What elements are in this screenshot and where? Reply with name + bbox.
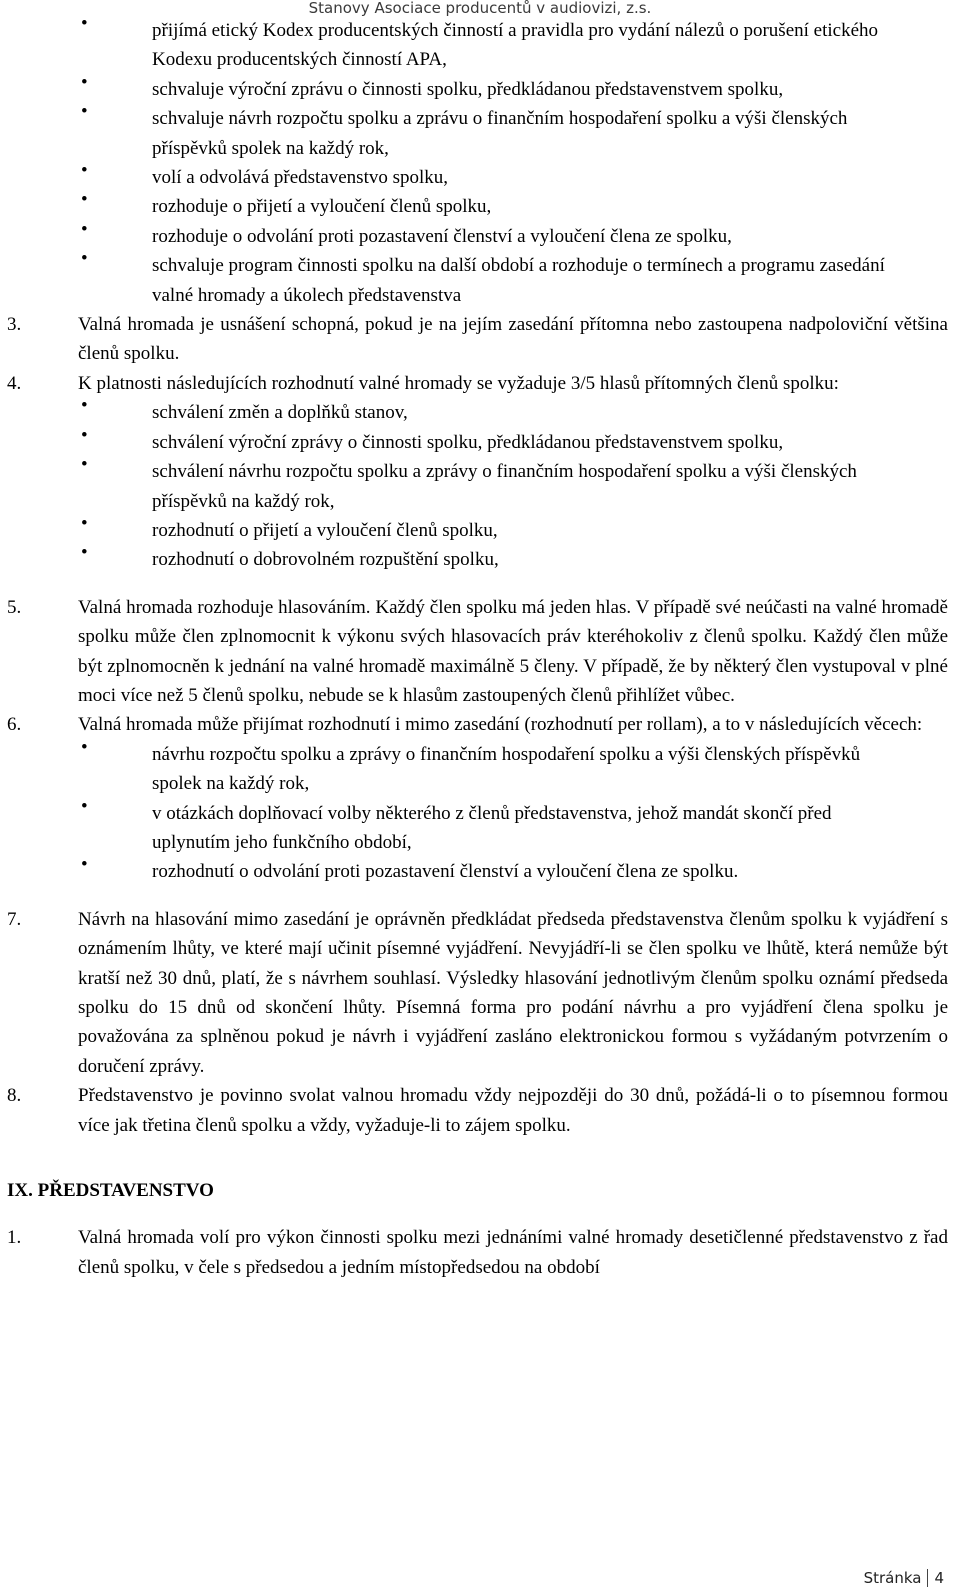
bullet-icon: • <box>81 160 88 182</box>
document-body <box>0 13 960 1282</box>
list-item: • rozhodnutí o dobrovolném rozpuštění spolku, <box>0 545 960 574</box>
page-header <box>0 0 960 16</box>
paragraph-number: 8. <box>7 1085 22 1107</box>
bullet-icon: • <box>81 424 88 446</box>
numbered-paragraph <box>0 593 960 711</box>
bullet-icon: • <box>81 854 88 876</box>
bullet-icon: • <box>81 736 88 758</box>
paragraph-number: 7. <box>7 908 22 930</box>
spacer <box>0 1205 960 1223</box>
spacer <box>0 887 960 905</box>
paragraph-text: Návrh na hlasování mimo zasedání je oprávněn předkládat předseda představenstva členům spolku k vyjádření s oznámením lhůty, ve které mají učinit písemné vyjádření. Nevyjádří-li se člen spolku ve lhůtě, která nemůže být kratší než 30 dnů, platí, že s návrhem souhlasí. Výsledky hlasování jednotlivým členům spolku oznámí předseda spolku do 15 dnů od skončení lhůty. Písemná forma pro podání návrhu a pro vyjádření člena spolku je považována za splněnou pokud je návrh i vyjádření zasláno elektronickou formou s vyžádaným potvrzením o doručení zprávy. <box>78 908 948 1077</box>
bullet-icon: • <box>81 71 88 93</box>
spacer <box>0 575 960 593</box>
list-item: • schválení návrhu rozpočtu spolku a zprávy o finančním hospodaření spolku a výši členských příspěvků na každý rok, <box>0 457 960 516</box>
header-text: Stanovy Asociace producentů v audiovizi, z.s. <box>308 0 652 16</box>
list-item: • přijímá etický Kodex producentských činností a pravidla pro vydání nálezů o porušení etického Kodexu producentských činností APA, <box>0 16 960 75</box>
numbered-paragraph <box>0 1081 960 1140</box>
list-item: • schvaluje výroční zprávu o činnosti spolku, předkládanou představenstvem spolku, <box>0 75 960 104</box>
list-item: • rozhoduje o odvolání proti pozastavení členství a vyloučení člena ze spolku, <box>0 222 960 251</box>
bullet-icon: • <box>81 542 88 564</box>
bullet-icon: • <box>81 218 88 240</box>
list-item: • v otázkách doplňovací volby některého z členů představenstva, jehož mandát skončí před uplynutím jeho funkčního období, <box>0 799 960 858</box>
bullet-icon: • <box>81 189 88 211</box>
list-item: • rozhoduje o přijetí a vyloučení členů spolku, <box>0 192 960 221</box>
bullet-icon: • <box>81 512 88 534</box>
list-item: • rozhodnutí o přijetí a vyloučení členů spolku, <box>0 516 960 545</box>
paragraph-number: 1. <box>7 1227 22 1249</box>
footer-label: Stránka <box>863 1568 922 1587</box>
paragraph-number: 6. <box>7 714 22 736</box>
paragraph-number: 3. <box>7 314 22 336</box>
bullet-icon: • <box>81 395 88 417</box>
paragraph-text: Valná hromada je usnášení schopná, pokud je na jejím zasedání přítomna nebo zastoupena nadpoloviční většina členů spolku. <box>78 314 948 365</box>
list-item: • volí a odvolává představenstvo spolku, <box>0 163 960 192</box>
paragraph-text: Představenstvo je povinno svolat valnou hromadu vždy nejpozději do 30 dnů, požádá-li o to písemnou formou více jak třetina členů spolku a vždy, vyžaduje-li to zájem spolku. <box>78 1085 948 1136</box>
spacer <box>0 1140 960 1176</box>
page-footer <box>864 1569 944 1588</box>
paragraph-text: Valná hromada rozhoduje hlasováním. Každý člen spolku má jeden hlas. V případě své neúčasti na valné hromadě spolku může člen zplnomocnit k výkonu svých hlasovacích práv kteréhokoliv z členů spolku. Každý člen může být zplnomocněn k jednání na valné hromadě maximálně 5 členy. V případě, že by některý člen vystupoval v plné moci více než 5 členů spolku, nebude se k hlasům zastoupených členů přihlížet vůbec. <box>78 596 948 706</box>
paragraph-text: K platnosti následujících rozhodnutí valné hromady se vyžaduje 3/5 hlasů přítomných členů spolku: <box>78 372 839 394</box>
footer-divider <box>927 1569 928 1587</box>
list-item: • schválení výroční zprávy o činnosti spolku, předkládanou představenstvem spolku, <box>0 428 960 457</box>
list-item: • schvaluje program činnosti spolku na další období a rozhoduje o termínech a programu zasedání valné hromady a úkolech představenstva <box>0 251 960 310</box>
paragraph-number: 4. <box>7 372 22 394</box>
bullet-icon: • <box>81 13 88 34</box>
list-item: • rozhodnutí o odvolání proti pozastavení členství a vyloučení člena ze spolku. <box>0 857 960 886</box>
paragraph-text: Valná hromada může přijímat rozhodnutí i mimo zasedání (rozhodnutí per rollam), a to v následujících věcech: <box>78 714 923 736</box>
numbered-paragraph <box>0 905 960 1081</box>
numbered-paragraph <box>0 310 960 369</box>
bullet-icon: • <box>81 101 88 123</box>
paragraph-number: 5. <box>7 596 22 618</box>
list-item: • schvaluje návrh rozpočtu spolku a zprávu o finančním hospodaření spolku a výši členských příspěvků spolek na každý rok, <box>0 104 960 163</box>
paragraph-text: Valná hromada volí pro výkon činnosti spolku mezi jednáními valné hromady desetičlenné představenstvo z řad členů spolku, v čele s předsedou a jedním místopředsedou na období <box>78 1227 948 1278</box>
numbered-paragraph <box>0 1223 960 1282</box>
numbered-paragraph <box>0 369 960 398</box>
bullet-icon: • <box>81 248 88 270</box>
section-heading: IX. PŘEDSTAVENSTVO <box>7 1180 214 1202</box>
list-item: • návrhu rozpočtu spolku a zprávy o finančním hospodaření spolku a výši členských příspěvků spolek na každý rok, <box>0 740 960 799</box>
list-item: • schválení změn a doplňků stanov, <box>0 398 960 427</box>
numbered-paragraph <box>0 710 960 739</box>
bullet-icon: • <box>81 454 88 476</box>
page-number: 4 <box>934 1568 944 1587</box>
bullet-icon: • <box>81 795 88 817</box>
